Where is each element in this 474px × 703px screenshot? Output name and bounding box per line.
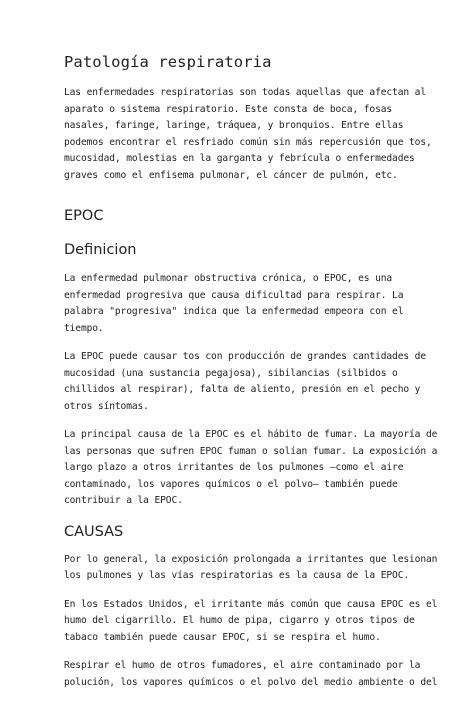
text-line: contaminado, los vapores químicos o el polvo— también puede xyxy=(64,478,398,490)
document-title: Patología respiratoria xyxy=(64,53,272,71)
text-line: En los Estados Unidos, el irritante más común que causa EPOC es el xyxy=(64,598,438,610)
causas-paragraph xyxy=(64,658,438,691)
intro-paragraph xyxy=(64,85,432,184)
definicion-paragraph xyxy=(64,349,426,415)
text-line: chillidos al respirar), falta de aliento, presión en el pecho y xyxy=(64,384,421,395)
definicion-paragraph xyxy=(64,427,438,510)
text-line: largo plazo a otros irritantes de los pulmones —como el aire xyxy=(64,462,404,473)
text-line: Por lo general, la exposición prolongada a irritantes que lesionan xyxy=(64,553,438,565)
text-line: contribuir a la EPOC. xyxy=(64,495,183,506)
causas-paragraph xyxy=(64,552,438,585)
text-line: palabra "progresiva" indica que la enfermedad empeora con el xyxy=(64,306,404,317)
text-line: humo del cigarrillo. El humo de pipa, cigarro y otros tipos de xyxy=(64,615,415,626)
definicion-paragraph xyxy=(64,271,414,337)
text-line: La enfermedad pulmonar obstructiva crónica, o EPOC, es una xyxy=(64,273,393,284)
text-line: podemos encontrar el resfriado común sin más repercusión que tos, xyxy=(64,136,432,148)
text-line: Las enfermedades respiratorias son todas aquellas que afectan al xyxy=(64,87,426,98)
text-line: tabaco también puede causar EPOC, si se respira el humo. xyxy=(64,631,381,643)
text-line: Respirar el humo de otros fumadores, el aire contaminado por la xyxy=(64,660,421,671)
text-line: tiempo. xyxy=(64,322,104,334)
text-line: nasales, faringe, laringe, tráquea, y bronquios. Entre ellas xyxy=(64,120,404,131)
text-line: La EPOC puede causar tos con producción de grandes cantidades de xyxy=(64,351,426,362)
section-heading-epoc: EPOC xyxy=(64,208,104,224)
text-line: graves como el enfisema pulmonar, el cáncer de pulmón, etc. xyxy=(64,169,398,181)
section-heading-definicion: Definicion xyxy=(64,242,137,258)
text-line: aparato o sistema respiratorio. Este consta de boca, fosas xyxy=(64,103,393,115)
text-line: mucosidad (una sustancia pegajosa), sibilancias (silbidos o xyxy=(64,367,398,379)
text-line: polución, los vapores químicos o el polvo del medio ambiente o del xyxy=(64,676,438,688)
text-line: las personas que sufren EPOC fuman o solían fumar. La exposición a xyxy=(64,445,438,457)
text-line: los pulmones y las vías respiratorias es la causa de la EPOC. xyxy=(64,570,410,581)
text-line: La principal causa de la EPOC es el hábito de fumar. La mayoría de xyxy=(64,429,438,440)
section-heading-causas: CAUSAS xyxy=(64,523,124,540)
text-line: enfermedad progresiva que causa dificultad para respirar. La xyxy=(64,289,404,301)
text-line: otros síntomas. xyxy=(64,400,149,412)
causas-paragraph xyxy=(64,597,438,647)
document-content xyxy=(64,52,438,703)
text-line: mucosidad, molestias en la garganta y febrícula o enfermedades xyxy=(64,153,415,164)
